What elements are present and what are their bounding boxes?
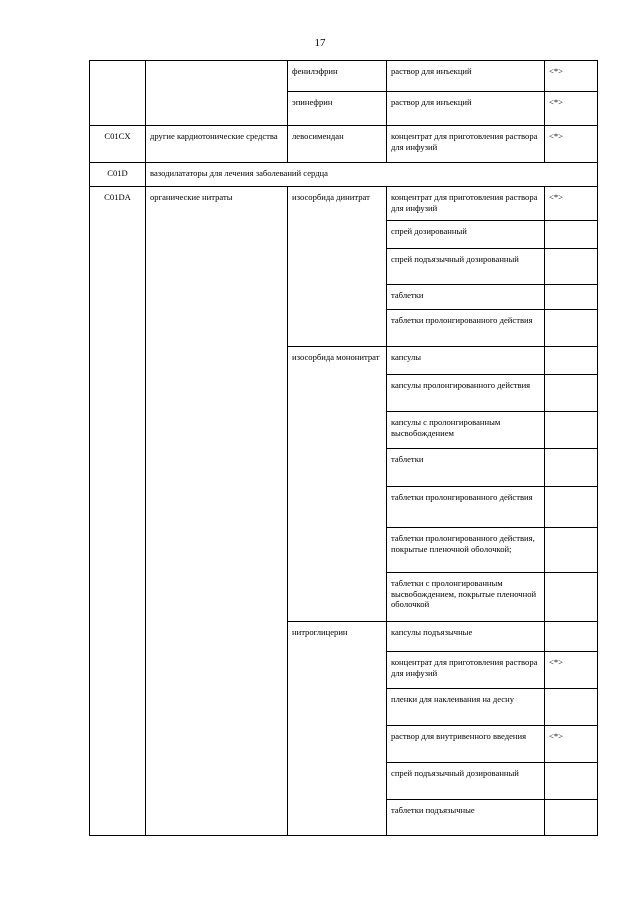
- note-cell: [545, 249, 598, 285]
- dosage-form-cell: спрей дозированный: [387, 221, 545, 249]
- dosage-form-cell: капсулы пролонгированного действия: [387, 375, 545, 412]
- note-cell: [545, 412, 598, 449]
- dosage-form-cell: концентрат для приготовления раствора для инфузий: [387, 187, 545, 221]
- dosage-form-cell: концентрат для приготовления раствора для инфузий: [387, 652, 545, 689]
- dosage-form-cell: капсулы подъязычные: [387, 622, 545, 652]
- dosage-form-cell: спрей подъязычный дозированный: [387, 249, 545, 285]
- group-cell: вазодилататоры для лечения заболеваний сердца: [146, 163, 598, 187]
- note-cell: [545, 622, 598, 652]
- note-cell: [545, 310, 598, 347]
- atc-code-cell: C01DA: [90, 187, 146, 836]
- note-cell: [545, 763, 598, 800]
- dosage-form-cell: капсулы с пролонгированным высвобождением: [387, 412, 545, 449]
- inn-cell: изосорбида мононитрат: [288, 347, 387, 622]
- note-cell: [545, 800, 598, 836]
- dosage-form-cell: пленки для наклеивания на десну: [387, 689, 545, 726]
- dosage-form-cell: таблетки пролонгированного действия, покрытые пленочной оболочкой;: [387, 528, 545, 573]
- inn-cell: эпинефрин: [288, 92, 387, 126]
- note-cell: <*>: [545, 652, 598, 689]
- note-cell: [545, 487, 598, 528]
- inn-cell: фенилэфрин: [288, 61, 387, 92]
- group-cell: органические нитраты: [146, 187, 288, 836]
- dosage-form-cell: раствор для инъекций: [387, 61, 545, 92]
- dosage-form-cell: таблетки подъязычные: [387, 800, 545, 836]
- note-cell: [545, 375, 598, 412]
- note-cell: [545, 573, 598, 622]
- note-cell: <*>: [545, 187, 598, 221]
- note-cell: [545, 528, 598, 573]
- medication-table: [89, 60, 598, 836]
- inn-cell: левосимендан: [288, 126, 387, 163]
- inn-cell: изосорбида динитрат: [288, 187, 387, 347]
- atc-code-cell: C01CX: [90, 126, 146, 163]
- dosage-form-cell: капсулы: [387, 347, 545, 375]
- dosage-form-cell: таблетки: [387, 449, 545, 487]
- group-cell: [146, 61, 288, 126]
- note-cell: <*>: [545, 92, 598, 126]
- note-cell: <*>: [545, 726, 598, 763]
- inn-cell: нитроглицерин: [288, 622, 387, 836]
- code-cell: [90, 61, 146, 126]
- note-cell: <*>: [545, 126, 598, 163]
- dosage-form-cell: таблетки пролонгированного действия: [387, 487, 545, 528]
- dosage-form-cell: раствор для внутривенного введения: [387, 726, 545, 763]
- table-row: [90, 163, 598, 187]
- note-cell: [545, 285, 598, 310]
- dosage-form-cell: раствор для инъекций: [387, 92, 545, 126]
- group-cell: другие кардиотонические средства: [146, 126, 288, 163]
- dosage-form-cell: спрей подъязычный дозированный: [387, 763, 545, 800]
- note-cell: [545, 221, 598, 249]
- dosage-form-cell: таблетки пролонгированного действия: [387, 310, 545, 347]
- table-row: [90, 61, 598, 92]
- dosage-form-cell: концентрат для приготовления раствора для инфузий: [387, 126, 545, 163]
- table-row: [90, 187, 598, 221]
- table-row: [90, 126, 598, 163]
- page-number: 17: [314, 37, 326, 49]
- note-cell: [545, 347, 598, 375]
- atc-code-cell: C01D: [90, 163, 146, 187]
- dosage-form-cell: таблетки с пролонгированным высвобождением, покрытые пленочной оболочкой: [387, 573, 545, 622]
- note-cell: [545, 449, 598, 487]
- note-cell: [545, 689, 598, 726]
- note-cell: <*>: [545, 61, 598, 92]
- dosage-form-cell: таблетки: [387, 285, 545, 310]
